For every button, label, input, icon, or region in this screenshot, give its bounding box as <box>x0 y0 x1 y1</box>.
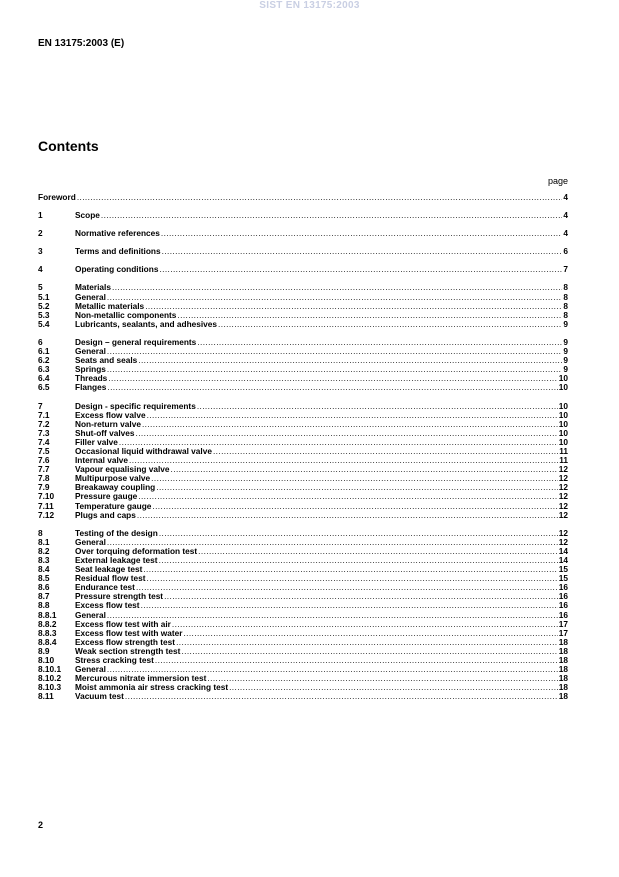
dot-leader <box>177 311 562 320</box>
toc-entry[interactable] <box>38 656 568 665</box>
toc-entry-page: 18 <box>558 664 568 675</box>
toc-entry-page: 12 <box>558 482 568 493</box>
dot-leader <box>164 592 558 601</box>
toc-entry-number: 8.4 <box>38 564 50 575</box>
dot-leader <box>159 265 562 274</box>
toc-entry-page: 11 <box>559 455 568 466</box>
dot-leader <box>77 193 563 202</box>
toc-entry[interactable] <box>38 247 568 256</box>
toc-entry-page: 9 <box>563 336 568 347</box>
toc-entry-page: 18 <box>558 682 568 693</box>
toc-entry[interactable] <box>38 283 568 292</box>
toc-entry-label: Shut-off valves <box>75 427 135 438</box>
toc-entry-number: 5.2 <box>38 300 50 311</box>
toc-entry-label: External leakage test <box>75 555 158 565</box>
toc-entry-number: 7.10 <box>38 491 55 502</box>
toc-entry-page: 12 <box>558 473 568 484</box>
dot-leader <box>218 320 562 329</box>
toc-entry-number: 8.11 <box>38 691 54 702</box>
dot-leader <box>138 492 558 501</box>
toc-entry-label: Materials <box>75 282 111 293</box>
toc-entry-page: 4 <box>563 210 568 221</box>
dot-leader <box>137 511 558 520</box>
dot-leader <box>156 483 558 492</box>
toc-entry-number: 6.4 <box>38 373 50 384</box>
dot-leader <box>108 374 557 383</box>
toc-entry-page: 10 <box>558 418 568 429</box>
watermark: SIST EN 13175:2003 <box>259 0 360 11</box>
toc-entry-number: 4 <box>38 264 43 275</box>
toc-entry-label: Filler valve <box>75 436 118 447</box>
dot-leader <box>101 211 562 220</box>
toc-entry-page: 10 <box>558 427 568 438</box>
dot-leader <box>198 547 558 556</box>
toc-entry-label: Threads <box>75 373 108 384</box>
toc-entry-label: Mercurous nitrate immersion test <box>75 673 207 684</box>
toc-entry-label: Plugs and caps <box>75 509 136 520</box>
dot-leader <box>213 447 558 456</box>
toc-entry-number: 8.8 <box>38 600 50 611</box>
toc-entry-number: 8.9 <box>38 645 50 656</box>
toc-entry-page: 15 <box>558 564 568 575</box>
toc-entry-label: Scope <box>75 210 100 221</box>
toc-entry-label: Terms and definitions <box>75 246 161 257</box>
toc-entry-number: 7.3 <box>38 427 50 438</box>
dot-leader <box>107 347 562 356</box>
dot-leader <box>136 583 558 592</box>
toc-entry-label: Weak section strength test <box>75 645 181 656</box>
toc-entry-label: Seat leakage test <box>75 564 143 575</box>
toc-entry-page: 18 <box>558 673 568 684</box>
toc-entry-label: Internal valve <box>75 455 129 466</box>
toc-entry-number: 6.5 <box>38 382 50 393</box>
toc-entry-number: 5.3 <box>38 309 50 320</box>
toc-entry-page: 18 <box>558 691 568 702</box>
page-title: Contents <box>38 138 99 154</box>
toc-entry-label: Temperature gauge <box>75 500 152 511</box>
toc-entry-number: 3 <box>38 246 43 257</box>
toc-entry-page: 9 <box>563 364 568 375</box>
toc-entry-page: 16 <box>558 591 568 602</box>
toc-entry-label: General <box>75 664 106 675</box>
toc-entry[interactable] <box>38 511 568 520</box>
toc-entry[interactable] <box>38 211 568 220</box>
toc-entry-label: Seats and seals <box>75 355 138 366</box>
dot-leader <box>197 402 558 411</box>
toc-entry-page: 11 <box>559 445 568 456</box>
toc-entry[interactable] <box>38 365 568 374</box>
toc-entry-page: 4 <box>563 192 568 202</box>
toc-entry-number: 7.1 <box>38 409 50 420</box>
toc-entry-number: 8.8.3 <box>38 627 57 638</box>
toc-entry-label: Non-metallic components <box>75 309 177 320</box>
toc-entry-page: 12 <box>558 509 568 520</box>
toc-entry[interactable] <box>38 193 568 202</box>
toc-entry-page: 16 <box>558 582 568 593</box>
toc-entry-label: General <box>75 346 106 357</box>
page-column-label: page <box>547 176 568 186</box>
toc-entry-label: Vacuum test <box>75 691 124 702</box>
toc-entry-number: 6.3 <box>38 364 50 375</box>
toc-entry-number: 7 <box>38 400 43 411</box>
toc-entry-page: 14 <box>558 555 568 565</box>
page-number: 2 <box>38 820 44 830</box>
toc-entry-number: 8.10.1 <box>38 664 62 675</box>
toc-entry-label: Design – general requirements <box>75 336 197 347</box>
toc-entry-label: Excess flow test with water <box>75 627 183 638</box>
toc-entry-label: General <box>75 536 106 547</box>
toc-entry-page: 8 <box>563 282 568 293</box>
toc-entry-number: 7.9 <box>38 482 50 493</box>
toc-entry-number: 5 <box>38 282 43 293</box>
toc-entry-label: Multipurpose valve <box>75 473 151 484</box>
toc-entry-page: 16 <box>558 600 568 611</box>
dot-leader <box>183 629 557 638</box>
dot-leader <box>172 620 558 629</box>
toc-entry-label: Non-return valve <box>75 418 141 429</box>
toc-entry-number: 6 <box>38 336 43 347</box>
toc-entry-page: 10 <box>558 382 568 393</box>
toc-entry[interactable] <box>38 229 568 238</box>
toc-entry-label: Design - specific requirements <box>75 400 196 411</box>
toc-entry-number: 6.2 <box>38 355 50 366</box>
toc-entry-label: Excess flow test with air <box>75 618 171 629</box>
dot-leader <box>107 611 558 620</box>
toc-entry-label: Over torquing deformation test <box>75 545 198 556</box>
dot-leader <box>138 356 562 365</box>
dot-leader <box>207 674 557 683</box>
dot-leader <box>107 383 557 392</box>
dot-leader <box>181 647 557 656</box>
toc-entry-label: Breakaway coupling <box>75 482 156 493</box>
toc-entry-page: 17 <box>558 618 568 629</box>
toc-entry-number: 2 <box>38 228 43 239</box>
toc-entry[interactable] <box>38 529 568 538</box>
toc-entry-page: 10 <box>558 373 568 384</box>
toc-entry-number: 8.8.4 <box>38 636 57 647</box>
dot-leader <box>229 683 558 692</box>
dot-leader <box>147 574 558 583</box>
toc-entry-number: 7.8 <box>38 473 50 484</box>
toc-entry-page: 16 <box>558 609 568 620</box>
toc-entry-number: 7.11 <box>38 500 54 511</box>
toc-entry-label: Lubricants, sealants, and adhesives <box>75 318 218 329</box>
dot-leader <box>112 283 562 292</box>
toc-entry-label: Stress cracking test <box>75 655 154 666</box>
toc-entry-number: 7.2 <box>38 418 50 429</box>
toc-entry-page: 18 <box>558 655 568 666</box>
toc-entry-page: 10 <box>558 409 568 420</box>
toc-entry-label: Pressure gauge <box>75 491 138 502</box>
toc-entry-page: 9 <box>563 346 568 357</box>
toc-entry[interactable] <box>38 356 568 365</box>
dot-leader <box>152 502 557 511</box>
toc-entry-page: 12 <box>558 491 568 502</box>
toc-entry[interactable] <box>38 338 568 347</box>
dot-leader <box>159 529 558 538</box>
toc-entry-label: Normative references <box>75 228 160 239</box>
toc-entry-page: 6 <box>563 246 568 257</box>
toc-entry-label: General <box>75 291 106 302</box>
toc-entry-number: 6.1 <box>38 346 50 357</box>
toc-entry-page: 7 <box>563 264 568 275</box>
toc-entry-number: 8.1 <box>38 536 50 547</box>
toc-entry-page: 10 <box>558 436 568 447</box>
toc-entry-number: 8.10.2 <box>38 673 62 684</box>
toc-entry-number: 8.8.2 <box>38 618 57 629</box>
toc-entry-label: Flanges <box>75 382 107 393</box>
toc-entry-page: 17 <box>558 627 568 638</box>
toc-entry-page: 12 <box>558 500 568 511</box>
dot-leader <box>129 456 558 465</box>
dot-leader <box>176 638 558 647</box>
toc-entry-number: 8.10.3 <box>38 682 62 693</box>
toc-entry-number: 5.4 <box>38 318 50 329</box>
toc-entry-number: 7.5 <box>38 445 50 456</box>
dot-leader <box>145 302 562 311</box>
dot-leader <box>125 692 558 701</box>
toc-entry-number: 8.10 <box>38 655 55 666</box>
toc-entry[interactable] <box>38 601 568 610</box>
toc-entry-number: 8.3 <box>38 555 50 565</box>
table-of-contents <box>38 193 568 702</box>
toc-entry-page: 14 <box>558 545 568 556</box>
toc-entry-number: 7.12 <box>38 509 55 520</box>
toc-entry-number: 7.6 <box>38 455 50 466</box>
dot-leader <box>161 229 563 238</box>
toc-entry-label: Metallic materials <box>75 300 145 311</box>
toc-entry-number: 1 <box>38 210 43 221</box>
toc-entry-label: Vapour equalising valve <box>75 464 170 475</box>
toc-entry-number: 7.7 <box>38 464 50 475</box>
dot-leader <box>107 293 562 302</box>
dot-leader <box>147 411 558 420</box>
toc-entry-page: 8 <box>563 291 568 302</box>
toc-entry-label: Residual flow test <box>75 573 146 584</box>
dot-leader <box>143 565 557 574</box>
dot-leader <box>107 365 562 374</box>
toc-entry-label: Moist ammonia air stress cracking test <box>75 682 229 693</box>
dot-leader <box>155 656 558 665</box>
toc-entry-number: 8.6 <box>38 582 50 593</box>
toc-entry-label: Pressure strength test <box>75 591 164 602</box>
toc-entry-page: 12 <box>558 536 568 547</box>
toc-entry[interactable] <box>38 383 568 392</box>
toc-entry-number: 8.8.1 <box>38 609 57 620</box>
toc-entry-number: 7.4 <box>38 436 50 447</box>
toc-entry[interactable] <box>38 692 568 701</box>
toc-entry-page: 4 <box>563 228 568 239</box>
toc-entry[interactable] <box>38 265 568 274</box>
toc-entry[interactable] <box>38 374 568 383</box>
toc-entry-label: Occasional liquid withdrawal valve <box>75 445 212 456</box>
toc-entry-page: 10 <box>558 400 568 411</box>
dot-leader <box>151 474 558 483</box>
toc-entry-label: Endurance test <box>75 582 135 593</box>
toc-entry[interactable] <box>38 320 568 329</box>
toc-entry-number: 8 <box>38 527 43 538</box>
dot-leader <box>159 556 558 565</box>
toc-entry-number: 8.7 <box>38 591 50 602</box>
document-id: EN 13175:2003 (E) <box>38 38 125 49</box>
dot-leader <box>135 429 557 438</box>
toc-entry-page: 9 <box>563 318 568 329</box>
toc-entry-number: 8.2 <box>38 545 50 556</box>
toc-entry-label: Excess flow strength test <box>75 636 176 647</box>
toc-entry-label: Springs <box>75 364 106 375</box>
toc-entry-page: 9 <box>563 355 568 366</box>
toc-entry-label: Excess flow valve <box>75 409 146 420</box>
toc-entry-page: 18 <box>558 645 568 656</box>
toc-entry-page: 15 <box>558 573 568 584</box>
toc-entry-page: 8 <box>563 300 568 311</box>
dot-leader <box>141 601 558 610</box>
toc-entry-page: 8 <box>563 309 568 320</box>
dot-leader <box>197 338 562 347</box>
toc-entry-page: 12 <box>558 527 568 538</box>
dot-leader <box>162 247 563 256</box>
toc-entry-label: Operating conditions <box>75 264 159 275</box>
toc-entry-number: 5.1 <box>38 291 50 302</box>
toc-entry-label: Excess flow test <box>75 600 140 611</box>
toc-entry-label: Foreword <box>38 192 76 202</box>
dot-leader <box>142 420 558 429</box>
dot-leader <box>171 465 558 474</box>
toc-entry-label: Testing of the design <box>75 527 158 538</box>
toc-entry-page: 12 <box>558 464 568 475</box>
toc-entry-number: 8.5 <box>38 573 50 584</box>
toc-entry-page: 18 <box>558 636 568 647</box>
toc-entry-label: General <box>75 609 106 620</box>
